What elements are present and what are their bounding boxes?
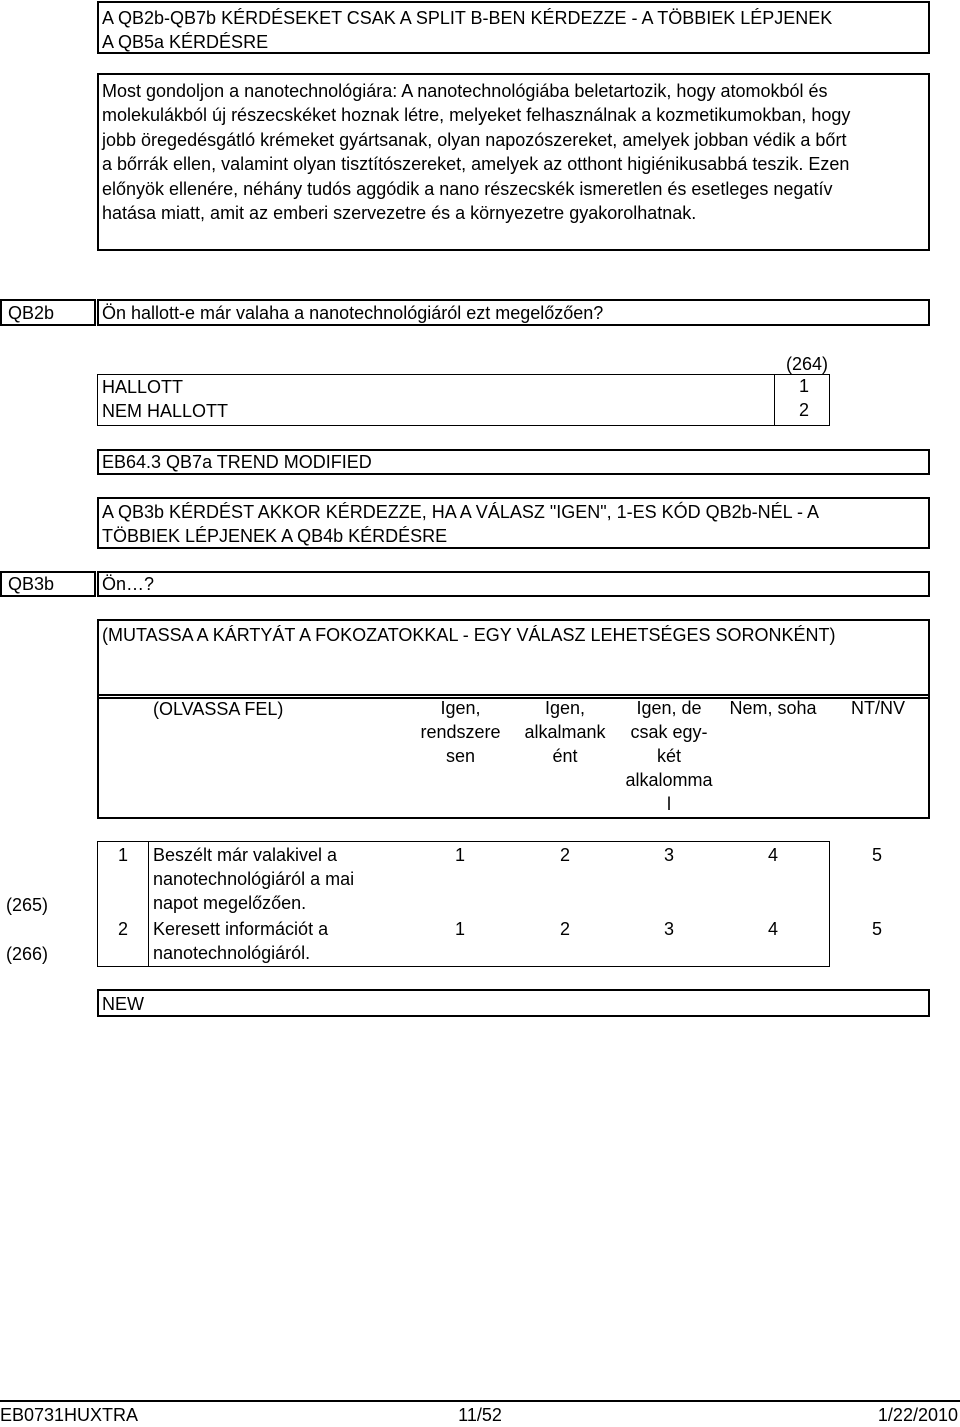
qb3b-filter-line-1: A QB3b KÉRDÉST AKKOR KÉRDEZZE, HA A VÁLASZ "IGEN", 1-ES KÓD QB2b-NÉL - A [102,502,820,522]
row-1-code-3: 3 [663,845,674,865]
routing-instruction-line-1: A QB2b-QB7b KÉRDÉSEKET CSAK A SPLIT B-BEN KÉRDEZZE - A TÖBBIEK LÉPJENEK [102,8,833,28]
row-1-code-5: 5 [871,845,882,865]
intro-line-5: előnyök ellenére, néhány tudós aggódik a nano részecskék ismeretlen és esetleges negatív [102,179,833,199]
row-2-code-2: 2 [559,919,570,939]
grid-header-col1-line: rendszere [420,722,501,742]
grid-header-col5-line: NT/NV [851,698,905,718]
row-1-number: 1 [118,845,129,865]
qb2b-answer-not-heard-code: 2 [798,400,809,420]
row-2-number: 2 [118,919,129,939]
grid-header-col1 [408,696,513,768]
grid-header-col3 [617,696,721,816]
row-1-code-1: 1 [454,845,465,865]
row-1-text [153,843,354,915]
new-label-box [97,989,930,1017]
row-2-text-line: nanotechnológiáról. [153,943,311,963]
grid-header-col4 [721,696,825,720]
qb2b-answer-box [97,374,830,426]
footer-date: 1/22/2010 [877,1405,958,1425]
footer-page-number: 11/52 [458,1405,502,1425]
intro-text-box [97,73,930,251]
grid-header-col5 [826,696,930,720]
grid-header-col4-line: Nem, soha [729,698,817,718]
trend-note: EB64.3 QB7a TREND MODIFIED [102,452,372,472]
grid-header-col1-line: sen [445,746,476,766]
grid-header-col2 [513,696,617,768]
row-2-text [153,917,328,965]
row-2-column-code: (266) [6,944,49,964]
qb2b-answer-heard-code: 1 [798,376,809,396]
trend-note-box [97,449,930,475]
intro-line-4: a bőrrák ellen, valamint olyan tisztítószereket, amelyek az otthont higiénikusabbá teszik. Ezen [102,154,850,174]
grid-header-col3-line: l [667,794,671,814]
row-2-code-3: 3 [663,919,674,939]
qb2b-question: Ön hallott-e már valaha a nanotechnológiáról ezt megelőzően? [102,303,604,323]
intro-line-2: molekulákból új részecskéket hoznak létre, melyeket felhasználnak a kozmetikumokban, hogy [102,105,851,125]
grid-header-col3-line: alkalomma [625,770,713,790]
qb3b-filter-box [97,497,930,549]
row-1-text-line: napot megelőzően. [153,893,307,913]
grid-header-col2-line: Igen, [544,698,586,718]
qb2b-question-box [97,299,930,326]
intro-line-6: hatása miatt, amit az emberi szervezetre és a környezetre gyakorolhatnak. [102,203,697,223]
grid-header-col1-line: Igen, [440,698,481,718]
intro-line-3: jobb öregedésgátló krémeket gyártsanak, olyan napozószereket, amelyek jobban védik a bőrt [102,130,847,150]
row-1-column-code: (265) [6,895,49,915]
qb3b-question-box [97,571,930,597]
grid-body-item-divider [148,842,149,966]
row-1-text-line: nanotechnológiáról a mai [153,869,355,889]
grid-header-col3-line: két [656,746,681,766]
row-1-code-2: 2 [559,845,570,865]
intro-line-1: Most gondoljon a nanotechnológiára: A nanotechnológiába beletartozik, hogy atomokból és [102,81,828,101]
qb2b-answer-heard-label: HALLOTT [102,377,184,397]
footer-doc-id: EB0731HUXTRA [0,1405,139,1425]
qb3b-code: QB3b [8,574,55,594]
routing-instruction-line-2: A QB5a KÉRDÉSRE [102,32,269,52]
show-card-box [97,619,930,699]
grid-header-col3-line: csak egy- [630,722,708,742]
row-2-text-line: Keresett információt a [153,919,329,939]
grid-header-read-out: (OLVASSA FEL) [153,699,284,719]
qb2b-code-box [0,299,96,326]
row-1-text-line: Beszélt már valakivel a [153,845,338,865]
qb3b-question: Ön…? [102,574,155,594]
grid-header-col2-line: ént [552,746,578,766]
routing-instruction-box [97,1,930,54]
footer-rule [0,1400,960,1402]
row-2-code-5: 5 [871,919,882,939]
row-2-code-4: 4 [767,919,778,939]
grid-header-col2-line: alkalmank [524,722,606,742]
qb2b-code: QB2b [8,303,55,323]
qb2b-column-code: (264) [785,354,828,374]
grid-header-col3-line: Igen, de [636,698,702,718]
row-2-code-1: 1 [454,919,465,939]
qb2b-answer-not-heard-label: NEM HALLOTT [102,401,229,421]
qb2b-code-column-divider [774,374,775,426]
show-card-instruction: (MUTASSA A KÁRTYÁT A FOKOZATOKKAL - EGY VÁLASZ LEHETSÉGES SORONKÉNT) [102,625,836,645]
row-1-code-4: 4 [767,845,778,865]
qb3b-code-box [0,571,96,597]
qb3b-filter-line-2: TÖBBIEK LÉPJENEK A QB4b KÉRDÉSRE [102,526,448,546]
new-label: NEW [102,994,144,1014]
